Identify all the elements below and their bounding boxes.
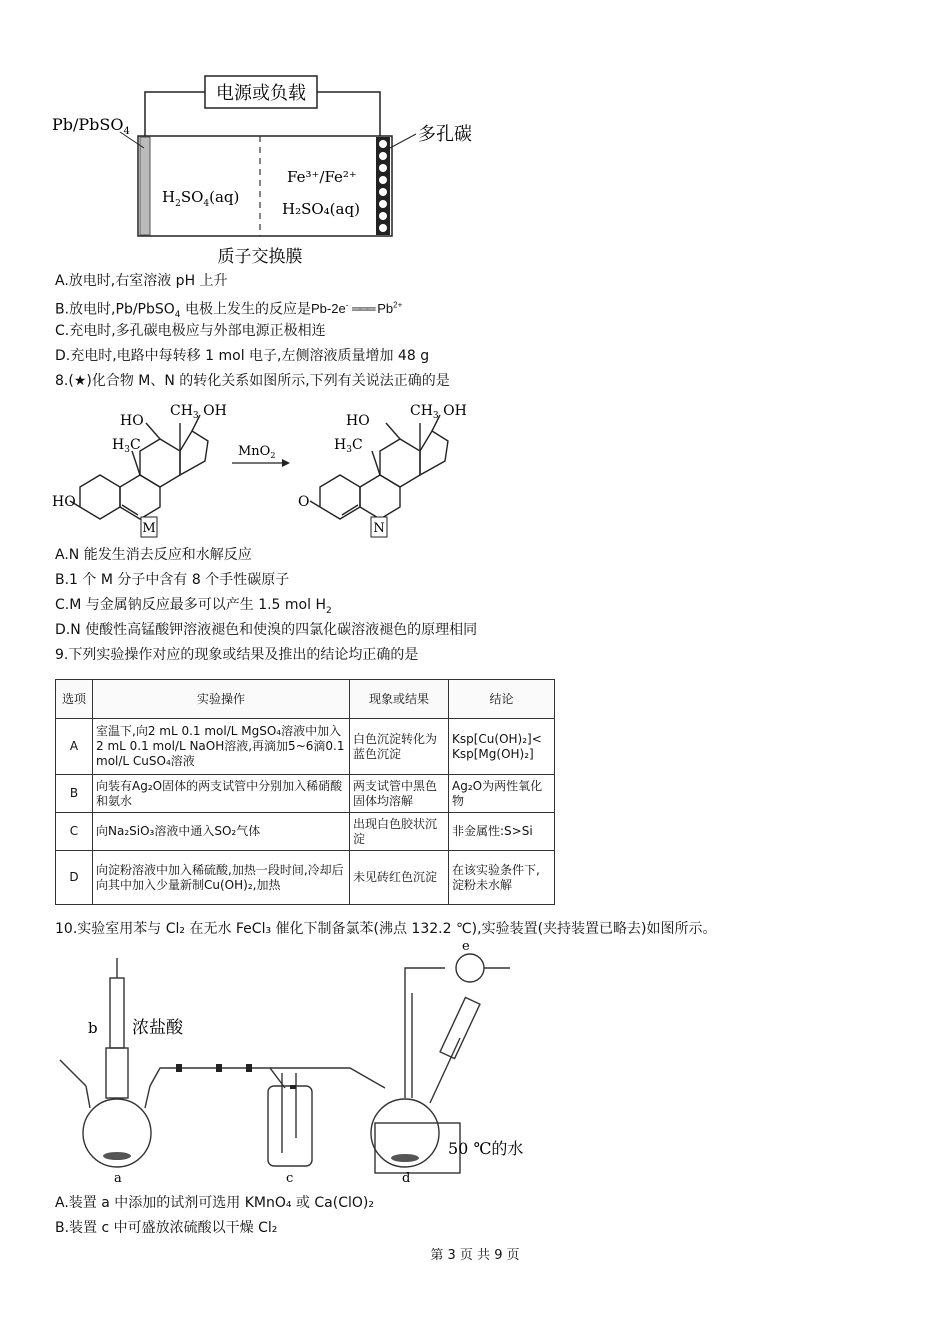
q10-option-a: A.装置 a 中添加的试剂可选用 KMnO₄ 或 Ca(ClO)₂: [55, 1195, 374, 1211]
row-result: 两支试管中黑色固体均溶解: [350, 775, 449, 813]
svg-text:HO: HO: [52, 494, 76, 510]
battery-diagram: [50, 70, 500, 270]
label-m: M: [142, 521, 156, 536]
row-conclusion: Ksp[Cu(OH)₂]< Ksp[Mg(OH)₂]: [449, 719, 555, 775]
table-row: [56, 851, 555, 905]
svg-text:HO: HO: [120, 413, 144, 429]
col-operation: 实验操作: [93, 680, 350, 719]
q10-option-b: B.装置 c 中可盛放浓硫酸以干燥 Cl₂: [55, 1220, 278, 1236]
row-operation: 室温下,向2 mL 0.1 mol/L MgSO₄溶液中加入2 mL 0.1 mol/L NaOH溶液,再滴加5~6滴0.1 mol/L CuSO₄溶液: [93, 719, 350, 775]
q7-option-c: C.充电时,多孔碳电极应与外部电源正极相连: [55, 323, 326, 339]
membrane-label: 质子交换膜: [217, 247, 303, 267]
label-a: a: [114, 1171, 122, 1186]
cell-box: [138, 136, 392, 236]
q8-option-a: A.N 能发生消去反应和水解反应: [55, 547, 252, 563]
label-b: b: [88, 1019, 98, 1037]
q9-stem: 9.下列实验操作对应的现象或结果及推出的结论均正确的是: [55, 647, 419, 663]
q8-option-b: B.1 个 M 分子中含有 8 个手性碳原子: [55, 572, 290, 588]
row-result: 未见砖红色沉淀: [350, 851, 449, 905]
table-row: [56, 813, 555, 851]
col-conclusion: 结论: [449, 680, 555, 719]
svg-text:HO: HO: [346, 413, 370, 429]
svg-text:CH3 OH: $CH_3$ OH: [170, 403, 227, 421]
row-result: 白色沉淀转化为蓝色沉淀: [350, 719, 449, 775]
svg-text:H3C: $H_3C$: [112, 437, 141, 455]
molecule-n: [310, 415, 448, 519]
col-result: 现象或结果: [350, 680, 449, 719]
right-electrode-label: 多孔碳: [418, 124, 472, 145]
q10-stem: 10.实验室用苯与 Cl₂ 在无水 FeCl₃ 催化下制备氯苯(沸点 132.2 ℃),实验装置(夹持装置已略去)如图所示。: [55, 921, 717, 937]
label-d: d: [402, 1171, 411, 1186]
left-electrode-label: Pb/PbSO: [52, 115, 124, 134]
row-option: C: [56, 813, 93, 851]
row-operation: 向装有Ag₂O固体的两支试管中分别加入稀硝酸和氨水: [93, 775, 350, 813]
label-e: e: [462, 939, 470, 954]
row-conclusion: 在该实验条件下,淀粉未水解: [449, 851, 555, 905]
svg-text:MnO2: MnO$_2$: [238, 444, 276, 460]
row-option: A: [56, 719, 93, 775]
load-label: 电源或负载: [216, 83, 306, 104]
label-c: c: [286, 1171, 294, 1186]
row-conclusion: Ag₂O为两性氧化物: [449, 775, 555, 813]
row-conclusion: 非金属性:S>Si: [449, 813, 555, 851]
table-row: [56, 775, 555, 813]
label-n: N: [373, 521, 385, 536]
q7-option-a: A.放电时,右室溶液 pH 上升: [55, 273, 228, 289]
table-row: [56, 719, 555, 775]
svg-text:O: O: [298, 494, 310, 510]
q8-stem: 8.(★)化合物 M、N 的转化关系如图所示,下列有关说法正确的是: [55, 373, 450, 389]
row-operation: 向淀粉溶液中加入稀硫酸,加热一段时间,冷却后向其中加入少量新制Cu(OH)₂,加热: [93, 851, 350, 905]
q7-option-d: D.充电时,电路中每转移 1 mol 电子,左侧溶液质量增加 48 g: [55, 348, 430, 364]
experiment-table: [55, 679, 555, 905]
col-option: 选项: [56, 680, 93, 719]
q8-option-c: C.M 与金属钠反应最多可以产生 1.5 mol $H_2$: [55, 597, 332, 616]
porous-carbon-electrode: [376, 137, 390, 235]
right-ions: Fe³⁺/Fe²⁺: [287, 168, 357, 186]
reagent-label: MnO: [238, 444, 271, 459]
pb-electrode: [140, 137, 150, 235]
svg-text:H3C: $H_3C$: [334, 437, 363, 455]
row-option: B: [56, 775, 93, 813]
molecule-m: [70, 415, 208, 519]
label-water: 50 ℃的水: [448, 1139, 524, 1158]
page-footer: 第 3 页 共 9 页: [430, 1248, 520, 1263]
q8-option-d: D.N 使酸性高锰酸钾溶液褪色和使溴的四氯化碳溶液褪色的原理相同: [55, 622, 478, 638]
apparatus-diagram: [50, 938, 540, 1188]
row-result: 出现白色胶状沉淀: [350, 813, 449, 851]
q7-option-b: B.放电时,Pb/PbSO$_4$ 电极上发生的反应是Pb-2e- ═══ $Pb^{2+}$: [55, 301, 403, 321]
label-hcl: 浓盐酸: [132, 1018, 183, 1038]
steroid-structures: [50, 395, 470, 543]
row-operation: 向Na₂SiO₃溶液中通入SO₂气体: [93, 813, 350, 851]
svg-text:Pb/PbSO4: Pb/PbSO$_4$: [52, 115, 130, 137]
left-solution: $H_2SO_4(aq)$: [162, 188, 240, 209]
svg-text:CH3 OH: $CH_3$ OH: [410, 403, 467, 421]
row-option: D: [56, 851, 93, 905]
table-header-row: [56, 680, 555, 719]
right-solution: H₂SO₄(aq): [282, 200, 360, 218]
